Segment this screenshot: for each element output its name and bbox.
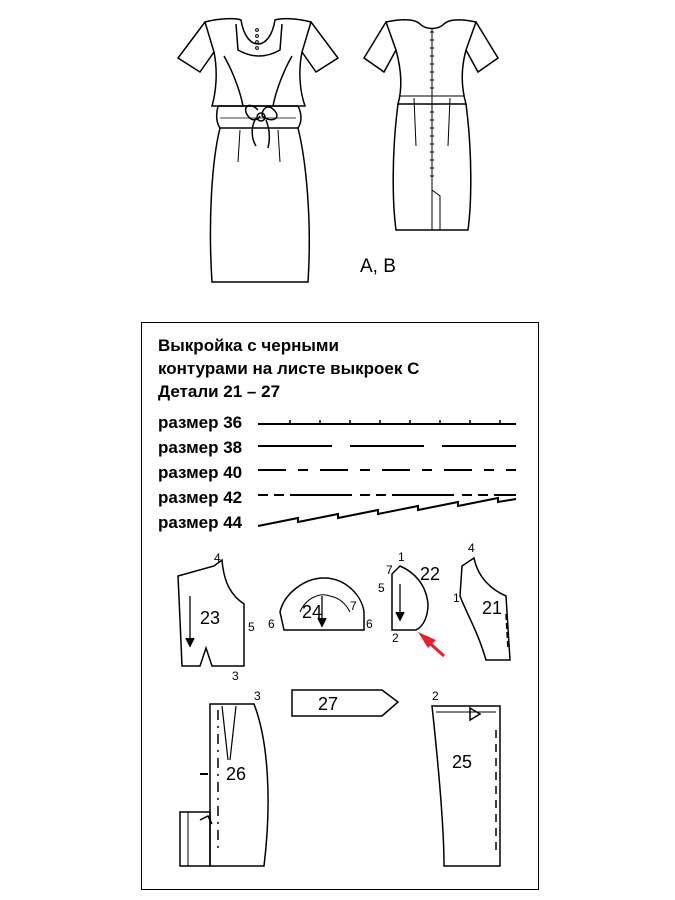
piece-26-point-3: 3 bbox=[254, 689, 261, 703]
piece-22-point-7: 7 bbox=[386, 563, 393, 577]
pattern-piece-25 bbox=[432, 706, 500, 866]
piece-labels bbox=[200, 541, 502, 784]
piece-24-point-6-right: 6 bbox=[366, 617, 373, 631]
piece-25-number: 25 bbox=[452, 752, 473, 772]
size-label-36: размер 36 bbox=[158, 413, 243, 432]
line-style-36 bbox=[258, 420, 516, 424]
piece-25-point-2: 2 bbox=[432, 689, 439, 703]
legend-title-line1: Выкройка с черными bbox=[158, 336, 339, 355]
piece-23-point-5: 5 bbox=[248, 620, 255, 634]
piece-21-point-4: 4 bbox=[468, 541, 475, 555]
piece-22-number: 22 bbox=[420, 564, 441, 584]
piece-24-point-7: 7 bbox=[350, 599, 357, 613]
size-line-samples bbox=[258, 420, 516, 526]
piece-22-point-2: 2 bbox=[392, 631, 399, 645]
legend-title-line2: контурами на листе выкроек С bbox=[158, 359, 420, 378]
piece-22-point-5: 5 bbox=[378, 581, 385, 595]
size-label-42: размер 42 bbox=[158, 488, 243, 507]
piece-27-number: 27 bbox=[318, 694, 339, 714]
pattern-piece-26 bbox=[180, 704, 268, 866]
piece-23-point-4: 4 bbox=[214, 551, 221, 565]
piece-23-number: 23 bbox=[200, 608, 221, 628]
size-label-40: размер 40 bbox=[158, 463, 243, 482]
piece-21-point-1: 1 bbox=[453, 591, 460, 605]
legend-title-line3: Детали 21 – 27 bbox=[158, 382, 281, 401]
size-label-44: размер 44 bbox=[158, 513, 243, 532]
piece-26-number: 26 bbox=[226, 764, 247, 784]
piece-22-point-1: 1 bbox=[398, 550, 405, 564]
pattern-piece-27 bbox=[292, 690, 398, 716]
line-style-44 bbox=[258, 498, 516, 526]
piece-24-point-6-left: 6 bbox=[268, 617, 275, 631]
red-pointer-arrow bbox=[418, 632, 444, 656]
piece-24-number: 24 bbox=[302, 602, 323, 622]
piece-21-number: 21 bbox=[482, 598, 503, 618]
size-label-38: размер 38 bbox=[158, 438, 243, 457]
piece-23-point-3: 3 bbox=[232, 669, 239, 683]
views-label: A, B bbox=[360, 256, 396, 277]
